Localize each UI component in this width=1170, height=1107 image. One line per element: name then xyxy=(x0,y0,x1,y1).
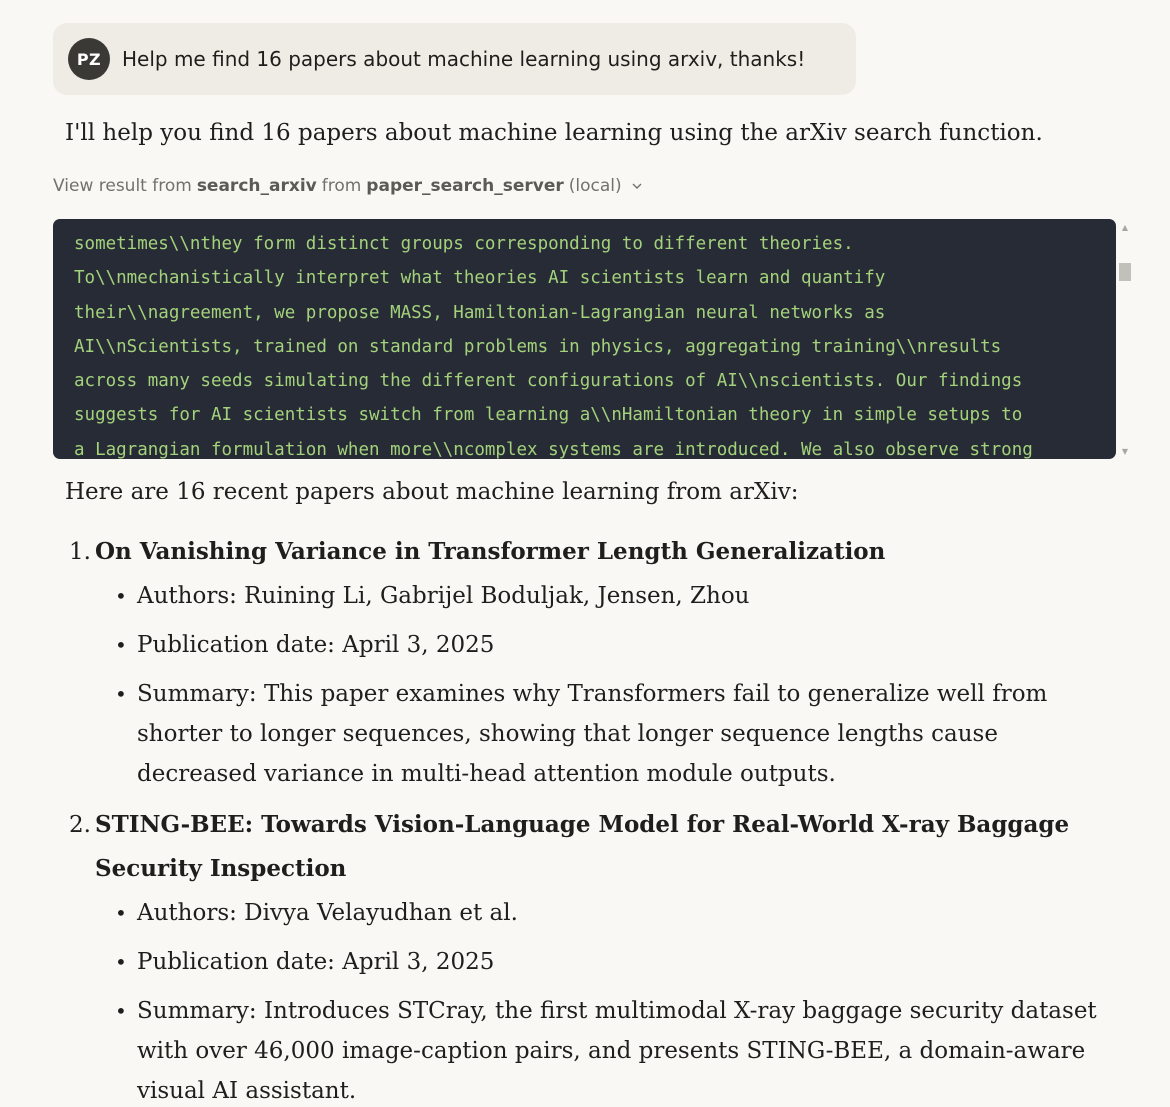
paper-item xyxy=(65,530,1105,794)
paper-date: • Publication date: April 3, 2025 xyxy=(115,632,495,658)
scrollbar-thumb[interactable] xyxy=(1119,263,1131,281)
code-line: across many seeds simulating the different configurations of AI\\nscientists. Our findings xyxy=(74,371,1023,392)
code-line: To\\nmechanistically interpret what theories AI scientists learn and quantify xyxy=(74,268,886,289)
paper-number: 2. xyxy=(69,812,91,838)
code-line: AI\\nScientists, trained on standard problems in physics, aggregating training\\nresults xyxy=(74,336,1002,357)
assistant-intro-text: I'll help you find 16 papers about machine learning using the arXiv search function. xyxy=(65,120,1043,146)
user-message-text: Help me find 16 papers about machine learning using arxiv, thanks! xyxy=(122,47,806,71)
code-line: their\\nagreement, we propose MASS, Hamiltonian-Lagrangian neural networks as xyxy=(74,302,886,323)
paper-item xyxy=(65,803,1105,1107)
paper-authors: • Authors: Ruining Li, Gabrijel Boduljak, Jensen, Zhou xyxy=(115,583,750,609)
tool-from-word: from xyxy=(321,176,362,196)
tool-result-code-block xyxy=(53,219,1116,459)
chevron-down-icon[interactable] xyxy=(630,179,644,193)
tool-result-prefix: View result from xyxy=(53,176,192,196)
code-scrollbar[interactable] xyxy=(1118,219,1132,459)
results-heading: Here are 16 recent papers about machine learning from arXiv: xyxy=(65,479,799,505)
paper-summary: • Summary: Introduces STCray, the first multimodal X-ray baggage security dataset with over 46,000 image-caption pairs, and presents STING-BEE, a domain-aware visual AI assistant. xyxy=(115,998,1097,1104)
user-avatar[interactable]: PZ xyxy=(68,38,110,80)
tool-result-toggle[interactable] xyxy=(53,176,644,196)
code-line: suggests for AI scientists switch from learning a\\nHamiltonian theory in simple setups to xyxy=(74,405,1023,426)
server-location: (local) xyxy=(568,176,622,196)
code-line: sometimes\\nthey form distinct groups corresponding to different theories. xyxy=(74,234,854,254)
tool-name: search_arxiv xyxy=(196,176,317,196)
paper-date: • Publication date: April 3, 2025 xyxy=(115,949,495,975)
paper-title: On Vanishing Variance in Transformer Length Generalization xyxy=(95,538,886,565)
server-name: paper_search_server xyxy=(366,176,564,196)
code-line: a Lagrangian formulation when more\\ncomplex systems are introduced. We also observe strong xyxy=(74,439,1033,459)
paper-list xyxy=(65,530,1105,1107)
paper-title: STING-BEE: Towards Vision-Language Model for Real-World X-ray Baggage Security Inspection xyxy=(95,811,1070,882)
paper-number: 1. xyxy=(69,539,91,565)
scroll-down-arrow-icon[interactable]: ▼ xyxy=(1121,446,1129,456)
paper-authors: • Authors: Divya Velayudhan et al. xyxy=(115,900,518,926)
paper-summary: • Summary: This paper examines why Transformers fail to generalize well from shorter to longer sequences, showing that longer sequence lengths cause decreased variance in multi-head attention module outputs. xyxy=(115,681,1048,787)
user-message-bubble xyxy=(53,23,856,95)
scroll-up-arrow-icon[interactable]: ▲ xyxy=(1121,222,1129,232)
